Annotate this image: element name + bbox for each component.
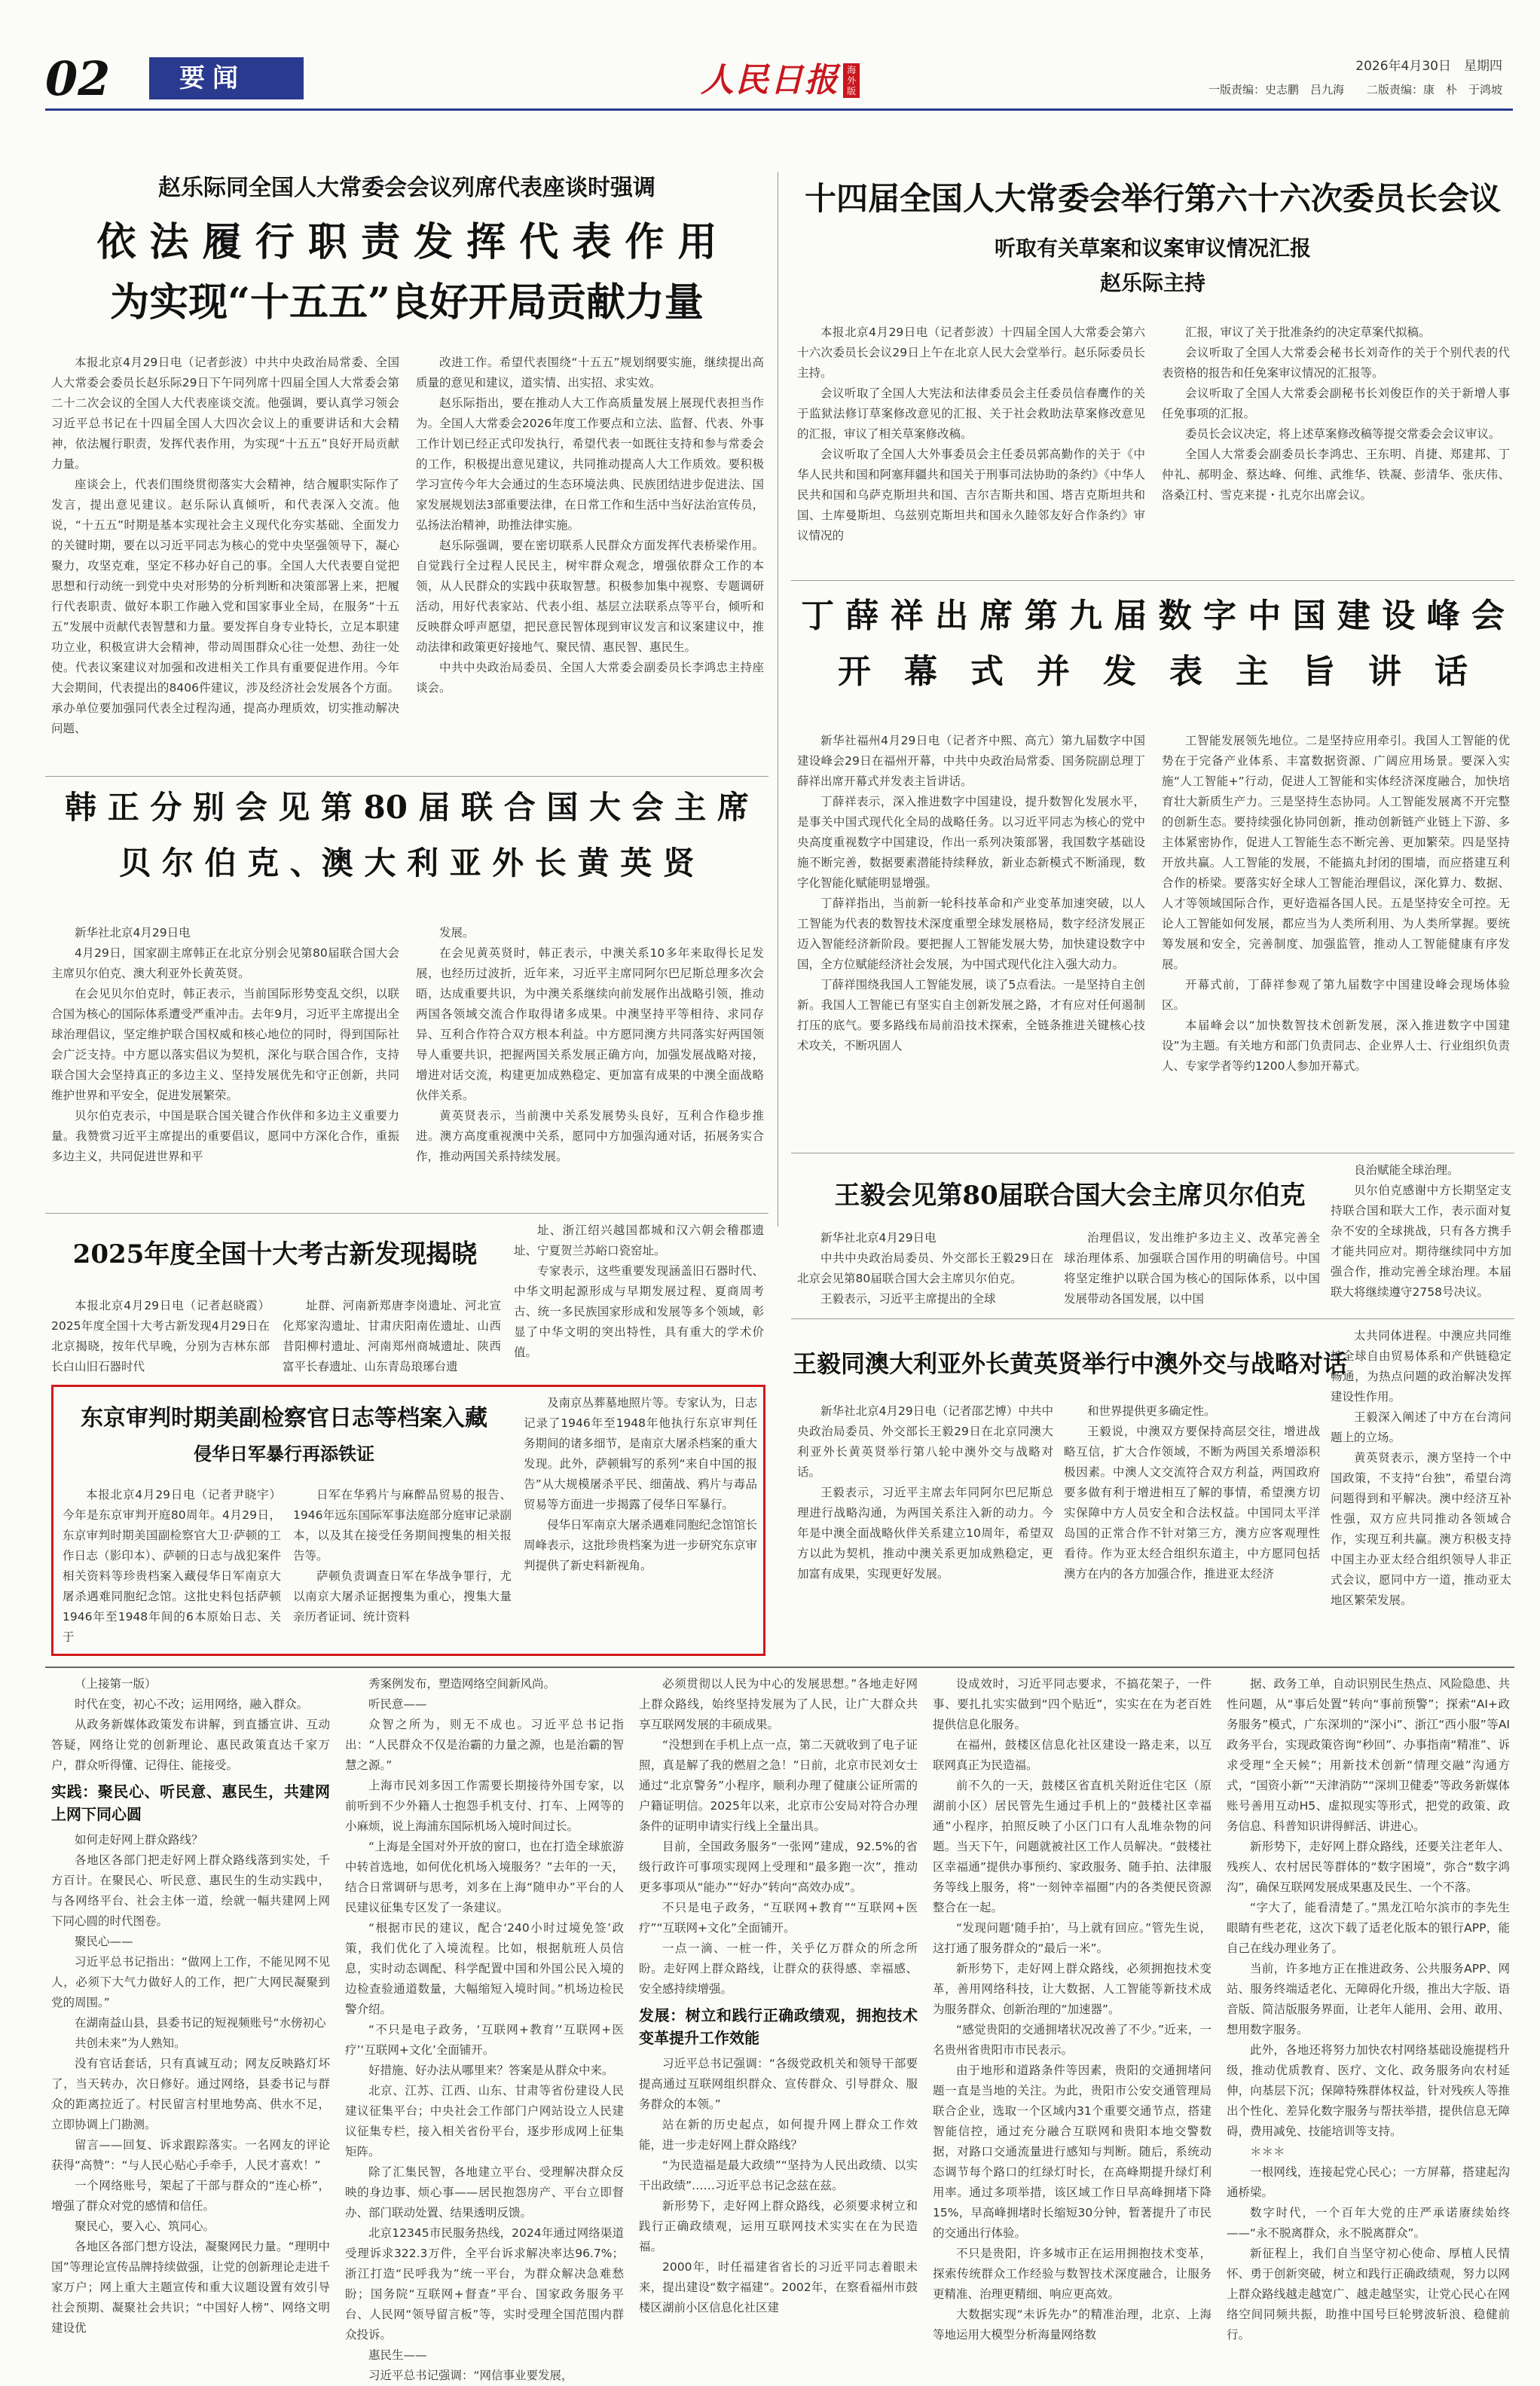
article-body-col1: 本报北京4月29日电（记者尹晓宇）今年是东京审判开庭80周年。4月29日，东京审判时期美国副检察官大卫·萨顿的工作日志（影印本）、萨顿的日志与战犯案件相关资料等珍贵档案入藏侵华日军南京大屠杀遇难同胞纪念馆。这批史料包括萨顿1946年至1948年间的6本原始日志、关于	[63, 1488, 281, 1644]
article-npc-chairman-meeting	[791, 172, 1514, 571]
section-label: 要闻	[179, 63, 246, 93]
divider-bottom-section	[45, 1667, 1514, 1668]
article-body-col2: 治理倡议，发出维护多边主义、改革完善全球治理体系、加强联合国作用的明确信号。中国将坚定维护以联合国为核心的国际体系，以中国发展带动各国发展，以中国	[1064, 1231, 1320, 1306]
article-body-col3: 必须贯彻以人民为中心的发展思想。”各地走好网上群众路线，始终坚持发展为了人民，让广大群众共享互联网发展的丰硕成果。 “没想到在手机上点一点，第二天就收到了电子证照，真是解了我的燃眉之急！”日前，北京市民刘女士通过“北京警务”小程序，顺利办理了健康公证所需的户籍证明信。2025年以来，北京市公安局对符合办理条件的证明申请实行线上全量出具。 目前，全国政务服务“一张网”建成，92.5%的省级行政许可事项实现网上受理和“最多跑一次”，推动更多事项从“能办”“好办”转向“高效办成”。 不只是电子政务，“互联网+教育”“互联网+医疗”“互联网+文化”全面铺开。 一点一滴、一桩一件，关乎亿万群众的所念所盼。走好网上群众路线，让群众的获得感、幸福感、安全感持续增强。 发展：树立和践行正确政绩观，拥抱技术变革提升工作效能 习近平总书记强调：“各级党政机关和领导干部要提高通过互联网组织群众、宣传群众、引导群众、服务群众的本领。” 站在新的历史起点，如何提升网上群众工作效能，进一步走好网上群众路线？ “为民造福是最大政绩”“坚持为人民出政绩、以实干出政绩”……习近平总书记念兹在兹。 新形势下，走好网上群众路线，必须要求树立和践行正确政绩观，运用互联网技术实实在在为民造福。 2000年，时任福建省省长的习近平同志着眼未来，提出建设“数字福建”。2002年，在察看福州市鼓楼区湖前小区信息化社区建	[639, 1677, 918, 2314]
article-body-col3: 太共同体进程。中澳应共同维护全球自由贸易体系和产供链稳定畅通，为热点问题的政治解决发挥建设性作用。 王毅深入阐述了中方在台湾问题上的立场。 黄英贤表示，澳方坚持一个中国政策，不支持“台独”，希望台湾问题得到和平解决。澳中经济互补性强，双方应共同推动各领域合作，实现互利共赢。澳方积极支持中国主办亚太经合组织领导人非正式会议，愿同中方一道，推动亚太地区繁荣发展。	[1331, 1329, 1511, 1607]
logo-text: 人民日报	[701, 61, 839, 99]
article-title-line2: 开 幕 式 并 发 表 主 旨 讲 话	[838, 652, 1468, 691]
article-body-col4: 设成效时，习近平同志要求，不搞花架子，一件事、要扎扎实实做到“四个贴近”，实实在在为老百姓提供信息化服务。 在福州，鼓楼区信息化社区建设一路走来，以互联网真正为民造福。 前不久的一天，鼓楼区省直机关附近住宅区（原湖前小区）居民管先生通过手机上的“鼓楼社区幸福通”小程序，拍照反映了小区门口有人乱堆杂物的问题。当天下午，问题就被社区工作人员解决。“鼓楼社区幸福通”提供办事预约、家政服务、随手拍、法律服务等线上服务，将“一刻钟幸福圈”内的各类便民资源整合在一起。 “发现问题‘随手拍’，马上就有回应。”管先生说，这打通了服务群众的“最后一米”。 新形势下，走好网上群众路线，必须拥抱技术变革，善用网络科技，让大数据、人工智能等新技术成为服务群众、创新治理的“加速器”。 “感觉贵阳的交通拥堵状况改善了不少。”近来，一名贵州省贵阳市市民表示。 由于地形和道路条件等因素，贵阳的交通拥堵问题一直是当地的关注。为此，贵阳市公安交通管理局联合企业，选取一个区域内31个重要交通节点，搭建智能信控，通过充分融合互联网和贵阳本地交警数据，对路口交通流量进行感知与判断。随后，系统动态调节每个路口的红绿灯时长，在高峰期提升绿灯利用率。通过多项举措，该区域工作日早高峰拥堵下降15%，早高峰拥堵时长缩短30分钟，暂著提升了市民的交通出行体验。 不只是贵阳，许多城市正在运用拥抱技术变革，探索传统群众工作经验与数智技术深度融合，让服务更精准、治理更精细、响应更高效。 大数据实现“未诉先办”的精准治理，北京、上海等地运用大模型分析海量网络数	[933, 1677, 1212, 2342]
article-title-line1: 韩 正 分 别 会 见 第 80 届 联 合 国 大 会 主 席	[65, 789, 749, 826]
article-body-col2: 改进工作。希望代表围绕“十五五”规划纲要实施，继续提出高质量的意见和建议，道实情、出实招、求实效。 赵乐际指出，要在推动人大工作高质量发展上展现代表担当作为。全国人大常委会2026年度工作要点和立法、监督、代表、外事工作计划已经正式印发执行，希望代表一如既往支持和参与常委会的工作，积极提出意见建议，共同推动提高人大工作质效。要积极学习宣传今年大会通过的生态环境法典、民族团结进步促进法、国家发展规划法3部重要法律，在日常工作和生活中当好法治宣传员，弘扬法治精神，助推法律实施。 赵乐际强调，要在密切联系人民群众方面发挥代表桥梁作用。自觉践行全过程人民民主，树牢群众观念，增强依群众工作的本领，从人民群众的实践中获取智慧。积极参加集中视察、专题调研活动，用好代表家站、代表小组、基层立法联系点等平台，倾听和反映群众呼声愿望，把民意民智体现到审议发言和议案建议中，推动法律和政策更好接地气、聚民情、惠民智、惠民生。 中共中央政治局委员、全国人大常委会副委员长李鸿忠主持座谈会。	[416, 356, 764, 695]
logo	[701, 54, 860, 107]
article-title: 王毅会见第80届联合国大会主席贝尔伯克	[834, 1181, 1306, 1211]
article-han-zheng-meetings	[45, 784, 768, 1205]
divider-right-3	[791, 1318, 1514, 1319]
article-body-col1: 新华社北京4月29日电 4月29日，国家副主席韩正在北京分别会见第80届联合国大会主席贝尔伯克、澳大利亚外长黄英贤。 在会见贝尔伯克时，韩正表示，当前国际形势变乱交织，以联合国为核心的国际体系遭受严重冲击。去年9月，习近平主席提出全球治理倡议，坚定维护联合国权威和核心地位的同时，得到国际社会广泛支持。中方愿以落实倡议为契机，深化与联合国合作，支持联合国大会坚持真正的多边主义、坚持发展优先和守正创新，共同维护世界和平安全，促进发展繁荣。 贝尔伯克表示，中国是联合国关键合作伙伴和多边主义重要力量。我赞赏习近平主席提出的重要倡议，愿同中方深化合作，重振多边主义，共同促进世界和平	[51, 926, 399, 1163]
article-body-col2: 汇报，审议了关于批准条约的决定草案代拟稿。 会议听取了全国人大常委会秘书长刘奇作的关于个别代表的代表资格的报告和任免案审议情况的汇报等。 会议听取了全国人大常委会副秘书长刘俊臣作的关于新增人事任免事项的汇报。 委员长会议决定，将上述草案修改稿等提交常委会会议审议。 全国人大常委会副委员长李鸿忠、王东明、肖捷、郑建邦、丁仲礼、郝明金、蔡达峰、何维、武维华、铁凝、彭清华、张庆伟、洛桑江村、雪克来提・扎克尔出席会议。	[1162, 325, 1510, 502]
article-subtitle-1: 听取有关草案和议案审议情况汇报	[994, 236, 1311, 261]
article-body-col3: 良治赋能全球治理。 贝尔伯克感谢中方长期坚定支持联合国和联大工作，表示面对复杂不安的全球挑战，只有各方携手才能共同应对。期待继续同中方加强合作，推动完善全球治理。本届联大将继续遵守2758号决议。	[1331, 1163, 1511, 1299]
article-zhao-leji-symposium	[45, 172, 768, 767]
article-title: 王毅同澳大利亚外长黄英贤举行中澳外交与战略对话	[792, 1349, 1347, 1378]
divider-left-1	[45, 776, 768, 777]
section-badge	[149, 57, 304, 99]
article-archaeology-discoveries	[45, 1220, 768, 1371]
divider-right-1	[791, 580, 1514, 581]
masthead	[45, 53, 1513, 124]
article-body-col1: （上接第一版） 时代在变，初心不改；运用网络，融入群众。 从政务新媒体政策发布讲解，到直播宣讲、互动答疑，网络让党的创新理论、惠民政策直达千家万户，群众听得懂、记得住、能接受。 实践：聚民心、听民意、惠民生，共建网上网下同心圆 如何走好网上群众路线？ 各地区各部门把走好网上群众路线落到实处，千方百计。在聚民心、听民意、惠民生的生动实践中，与各网络平台、社会主体一道，绘就一幅共建网上网下同心圆的时代图卷。 聚民心—— 习近平总书记指出：“做网上工作，不能见网不见人，必须下大气力做好人的工作，把广大网民凝聚到党的周围。” 在湖南益山县，县委书记的短视频账号“水傍初心 共创未来”为人熟知。 没有官话套话，只有真诚互动；网友反映路灯坏了，当天转办，次日修好。通过网络，县委书记与群众的距离拉近了。村民留言村里地势高、供水不足，立即协调上门勘测。 留言——回复、诉求跟踪落实。一名网友的评论获得“高赞”：“与人民心贴心手牵手，人民才喜欢！” 一个网络账号，架起了干部与群众的“连心桥”，增强了群众对党的感情和信任。 聚民心，要入心、筑同心。 各地区各部门想方设法，凝聚网民力量。“理明中国”等理论宣传品牌持续做强，让党的创新理论走进千家万户；网上重大主题宣传和重大议题设置有效引导社会预期、凝聚社会共识；“中国好人榜”、网络文明建设优	[51, 1677, 330, 2335]
article-online-mass-line	[45, 1674, 1514, 2382]
article-body-col1: 本报北京4月29日电（记者彭波）十四届全国人大常委会第六十六次委员长会议29日上午在北京人民大会堂举行。赵乐际委员长主持。 会议听取了全国人大宪法和法律委员会主任委员信春鹰作的关于监狱法修订草案修改意见的汇报、关于社会救助法草案修改意见的汇报，审议了相关草案修改稿。 会议听取了全国人大外事委员会主任委员郭高勤作的关于《中华人民共和国和阿塞拜疆共和国关于刑事司法协助的条约》《中华人民共和国和乌萨克斯坦共和国、吉尔吉斯共和国、塔吉克斯坦共和国、土库曼斯坦、乌兹别克斯坦共和国永久睦邻友好合作条约》审议情况的	[797, 325, 1145, 542]
article-body-col3: 及南京丛葬墓地照片等。专家认为，日志记录了1946年至1948年他执行东京审判任务期间的诸多细节，是南京大屠杀档案的重大发现。此外，萨顿辑写的系列“来自中国的报告”从大规模屠杀平民、细菌战、鸦片与毒品贸易等方面进一步揭露了侵华日军暴行。 侵华日军南京大屠杀遇难同胞纪念馆馆长周峰表示，这批珍贵档案为进一步研究东京审判提供了新史料新视角。	[524, 1396, 758, 1572]
article-subtitle-2: 赵乐际主持	[1099, 270, 1205, 295]
article-kicker: 赵乐际同全国人大常委会会议列席代表座谈时强调	[158, 175, 655, 201]
article-body-col1: 新华社福州4月29日电（记者齐中熙、高亢）第九届数字中国建设峰会29日在福州开幕，中共中央政治局常委、国务院副总理丁薛祥出席开幕式并发表主旨讲话。 丁薛祥表示，深入推进数字中国建设，提升数智化发展水平，是事关中国式现代化全局的战略任务。以习近平同志为核心的党中央高度重视数字中国建设，作出一系列决策部署，我国数字基础设施不断完善，数据要素潜能持续释放，新业态新模式不断涌现，数字化智能化赋能明显增强。 丁薛祥指出，当前新一轮科技革命和产业变革加速突破，以人工智能为代表的数智技术深度重塑全球发展格局，数字经济发展正迈入智能经济新阶段。要把握人工智能发展大势，加快建设数字中国，全方位赋能经济社会发展，为中国式现代化注入强大动力。 丁薛祥围绕我国人工智能发展，谈了5点看法。一是坚持自主创新。我国人工智能已有坚实自主创新发展之路，才有应对任何遏制打压的底气。要多路线布局前沿技术探索，全链条推进关键核心技术攻关，不断巩固人	[797, 734, 1145, 1052]
article-title-line1: 依 法 履 行 职 责 发 挥 代 表 作 用	[96, 219, 717, 265]
article-body-col2: 和世界提供更多确定性。 王毅说，中澳双方要保持高层交往，增进战略互信，扩大合作领域，不断为两国关系增添积极因素。中澳人文交流符合双方利益，两国政府要多做有利于增进相互了解的事情，希望澳方切实保障中方人员安全和合法权益。中国同太平洋岛国的正常合作不针对第三方，澳方应客观理性看待。作为亚太经合组织东道主，中方愿同包括澳方在内的各方加强合作，推进亚太经济	[1064, 1404, 1320, 1581]
article-body-col2: 日军在华鸦片与麻醉品贸易的报告、1946年远东国际军事法庭部分庭审记录副本，以及其在接受任务期间搜集的相关报告等。 萨顿负责调查日军在华战争罪行，尤以南京大屠杀证据搜集为重心，搜集大量亲历者证词、统计资料	[293, 1488, 512, 1624]
article-wang-yi-penny-wong-dialogue	[791, 1326, 1514, 1657]
masthead-rule	[45, 108, 1513, 111]
section-heading-practice: 实践：聚民心、听民意、惠民生，共建网上网下同心圆	[51, 1783, 330, 1823]
article-body-col1: 新华社北京4月29日电 中共中央政治局委员、外交部长王毅29日在北京会见第80届联合国大会主席贝尔伯克。 王毅表示，习近平主席提出的全球	[797, 1231, 1053, 1306]
article-title: 十四届全国人大常委会举行第六十六次委员长会议	[804, 180, 1501, 217]
logo-badge: 海外版	[843, 63, 860, 98]
article-ding-xuexiang-summit	[791, 588, 1514, 1145]
article-body-col2: 秀案例发布，塑造网络空间新风尚。 听民意—— 众智之所为，则无不成也。习近平总书记指出：“人民群众不仅是治霸的力量之源，也是治霸的智慧之源。” 上海市民刘多因工作需要长期接待外国专家，以前听到不少外籍人士抱怨手机支付、打车、上网等的小麻烦，说上海浦东国际机场入境时间过长。 “上海是全国对外开放的窗口，也在打造全球旅游中转首选地，如何优化机场入境服务？”去年的一天，结合日常调研与思考，刘多在上海“随申办”平台的人民建议征集专区发了一条建议。 “根据市民的建议，配合‘240小时过境免签’政策，我们优化了入境流程。比如，根据航班人员信息，实时动态调配、科学配置中国和外国公民入境的边检查验通道数量，大幅缩短入境时间。”机场边检民警介绍。 “不只是电子政务，‘互联网+教育’‘互联网+医疗’‘互联网+文化’全面铺开。 好措施、好办法从哪里来？答案是从群众中来。 北京、江苏、江西、山东、甘肃等省份建设人民建议征集平台；中央社会工作部门户网站设立人民建议征集专栏，接入相关省份平台，逐步形成网上征集矩阵。 除了汇集民智，各地建立平台、受理解决群众反映的身边事、烦心事——居民抱怨房产、平台立即督办、部门联动处置、结果透明反馈。 北京12345市民服务热线，2024年通过网络渠道受理诉求322.3万件，全平台诉求解决率达96.7%；浙江打造“民呼我为”统一平台，为群众解决急难愁盼；国务院“互联网+督查”平台、国家政务服务平台、人民网“领导留言板”等，实时受理全国范围内群众投诉。 惠民生—— 习近平总书记强调：“网信事业要发展，	[345, 1677, 624, 2382]
editors-line: 一版责编：史志鹏 吕九海 二版责编：康 朴 于鸿坡	[1208, 83, 1502, 96]
article-title: 东京审判时期美副检察官日志等档案入藏	[81, 1405, 487, 1431]
article-tokyo-trial-archives	[51, 1385, 765, 1656]
divider-left-2	[45, 1213, 768, 1214]
article-body-col1: 新华社北京4月29日电（记者邵艺博）中共中央政治局委员、外交部长王毅29日在北京同澳大利亚外长黄英贤举行第八轮中澳外交与战略对话。 王毅表示，习近平主席去年同阿尔巴尼斯总理进行战略沟通，为两国关系注入新的动力。今年是中澳全面战略伙伴关系建立10周年，希望双方以此为契机，推动中澳关系更加成熟稳定，更加富有成果，实现更好发展。	[797, 1404, 1053, 1581]
section-heading-development: 发展：树立和践行正确政绩观，拥抱技术变革提升工作效能	[639, 2006, 918, 2047]
article-title-line2: 为实现“十五五”良好开局贡献力量	[110, 280, 704, 325]
article-body-col3: 址、浙江绍兴越国都城和汉六朝会稽郡遗址、宁夏贺兰苏峪口瓷窑址。 专家表示，这些重要发现涵盖旧石器时代、中华文明起源形成与早期发展过程、夏商周考古、统一多民族国家形成和发展等多个领域，彰显了中华文明的突出特性，具有重大的学术价值。	[514, 1224, 764, 1359]
article-subtitle: 侵华日军暴行再添铁证	[194, 1444, 374, 1465]
article-body-col1: 本报北京4月29日电（记者彭波）中共中央政治局常委、全国人大常委会委员长赵乐际29日下午同列席十四届全国人大常委会第二十二次会议的全国人大代表座谈交流。他强调，要认真学习领会习近平总书记在十四届全国人大四次会议上的重要讲话和大会精神，依法履行职责，发挥代表作用，为实现“十五五”良好开局贡献力量。 座谈会上，代表们围绕贯彻落实大会精神，结合履职实际作了发言，提出意见建议。赵乐际认真倾听，和代表深入交流。他说，“十五五”时期是基本实现社会主义现代化夯实基础、全面发力的关键时期，要在以习近平同志为核心的党中央坚强领导下，凝心聚力，攻坚克难，坚定不移办好自己的事。全国人大代表要自觉把思想和行动统一到党中央对形势的分析判断和决策部署上来，把履行代表职责、做好本职工作融入党和国家事业全局，在服务“十五五”发展中贡献代表智慧和力量。要发挥自身专业特长，立足本职建功立业，积极宣讲大会精神，带动周围群众心往一处想、劲往一处使。代表议案建议对加强和改进相关工作具有重要促进作用。今年大会期间，代表提出的8406件建议，涉及经济社会发展各个方面。承办单位要加强同代表全过程沟通，提高办理质效，切实推动解决问题、	[51, 356, 399, 735]
article-wang-yi-baerbock	[791, 1160, 1514, 1311]
article-body-col5: 据、政务工单，自动识别民生热点、风险隐患、共性问题，从“事后处置”转向“事前预警”；探索“AI+政务服务”模式，广东深圳的“深小i”、浙江“西小服”等AI政务平台，实现政策咨询“秒回”、办事指南“精准”、诉求受理“全天候”；用新技术创新“情理交融”沟通方式，“国资小新”“天津消防”“深圳卫健委”等政务新媒体账号善用互动H5、虚拟现实等形式，把党的政策、政务信息、科普知识讲得鲜活、讲进心。 新形势下，走好网上群众路线，还要关注老年人、残疾人、农村居民等群体的“数字困境”，弥合“数字鸿沟”，确保互联网发展成果惠及民生、一个不落。 “字大了，能看清楚了。”黑龙江哈尔滨市的李先生眼睛有些老花，这次下载了适老化版本的银行APP，能自己在线办理业务了。 当前，许多地方正在推进政务、公共服务APP、网站、服务终端适老化、无障碍化升级，推出大字版、语音版、简洁版服务界面，让老年人能用、会用、敢用、想用数字服务。 此外，各地还将努力加快农村网络基础设施提档升级，推动优质教育、医疗、文化、政务服务向农村延伸，向基层下沉；保障特殊群体权益，针对残疾人等推出个性化、差异化数字服务与帮扶举措，提供信息无障碍，费用减免、技能培训等支持。 ＊＊＊ 一根网线，连接起党心民心；一方屏幕，搭建起沟通桥梁。 数字时代，一个百年大党的庄严承诺赓续始终——“永不脱离群众，永不脱离群众”。 新征程上，我们自当坚守初心使命、厚植人民情怀、勇于创新突破，树立和践行正确政绩观，努力以网上群众路线越走越宽广、越走越坚实，让党心民心在网络空间同频共振，助推中国号巨轮劈波斩浪、稳健前行。	[1227, 1677, 1510, 2342]
article-title-line1: 丁 薛 祥 出 席 第 九 届 数 字 中 国 建 设 峰 会	[801, 597, 1505, 635]
article-title-line2: 贝 尔 伯 克 、澳 大 利 亚 外 长 黄 英 贤	[119, 845, 695, 881]
page-number: 02	[45, 51, 111, 106]
issue-date: 2026年4月30日 星期四	[1355, 59, 1502, 74]
article-body-col2: 址群、河南新郑唐李岗遗址、河北宣化郑家沟遗址、甘肃庆阳南佐遗址、山西昔阳柳村遗址、河南郑州商城遗址、陕西富平长春遗址、山东青岛琅琊台遗	[283, 1299, 501, 1373]
article-title: 2025年度全国十大考古新发现揭晓	[72, 1239, 478, 1269]
article-body-col1: 本报北京4月29日电（记者赵晓霞）2025年度全国十大考古新发现4月29日在北京揭晓，按年代早晚，分别为吉林东部长白山旧石器时代	[51, 1299, 270, 1373]
article-body-col2: 发展。 在会见黄英贤时，韩正表示，中澳关系10多年来取得长足发展，也经历过波折，近年来，习近平主席同阿尔巴尼斯总理多次会晤，达成重要共识，为中澳关系继续向前发展作出战略引领，推动两国各领域交流合作取得诸多成果。中澳坚持平等相待、求同存异、互利合作符合双方根本利益。中方愿同澳方共同落实好两国领导人重要共识，把握两国关系发展正确方向，加强发展战略对接，增进对话交流，构建更加成熟稳定、更加富有成果的中澳全面战略伙伴关系。 黄英贤表示，当前澳中关系发展势头良好，互利合作稳步推进。澳方高度重视澳中关系，愿同中方加强沟通对话，拓展务实合作，推动两国关系持续发展。	[416, 926, 764, 1163]
article-body-col2: 工智能发展领先地位。二是坚持应用牵引。我国人工智能的优势在于完备产业体系、丰富数据资源、广阔应用场景。要深入实施“人工智能+”行动，促进人工智能和实体经济深度融合，加快培育壮大新质生产力。三是坚持生态协同。人工智能发展离不开完整的创新生态。要持续强化协同创新，推动创新链产业链上下游、多主体紧密协作，促进人工智能生态不断完善、更加繁荣。四是坚持开放共赢。人工智能的发展，不能搞丸封闭的围墙，而应搭建互利合作的桥梁。要落实好全球人工智能治理倡议，深化算力、数据、人才等领域国际合作，更好造福各国人民。五是坚持安全可控。无论人工智能如何发展，都应当为人类所利用、为人类所掌握。要统筹发展和安全，完善制度、加强监管，推动人工智能健康有序发展。 开幕式前，丁薛祥参观了第九届数字中国建设峰会现场体验区。 本届峰会以“加快数智技术创新发展，深入推进数字中国建设”为主题。有关地方和部门负责同志、企业界人士、行业组织负责人、专家学者等约1200人参加开幕式。	[1162, 734, 1510, 1073]
